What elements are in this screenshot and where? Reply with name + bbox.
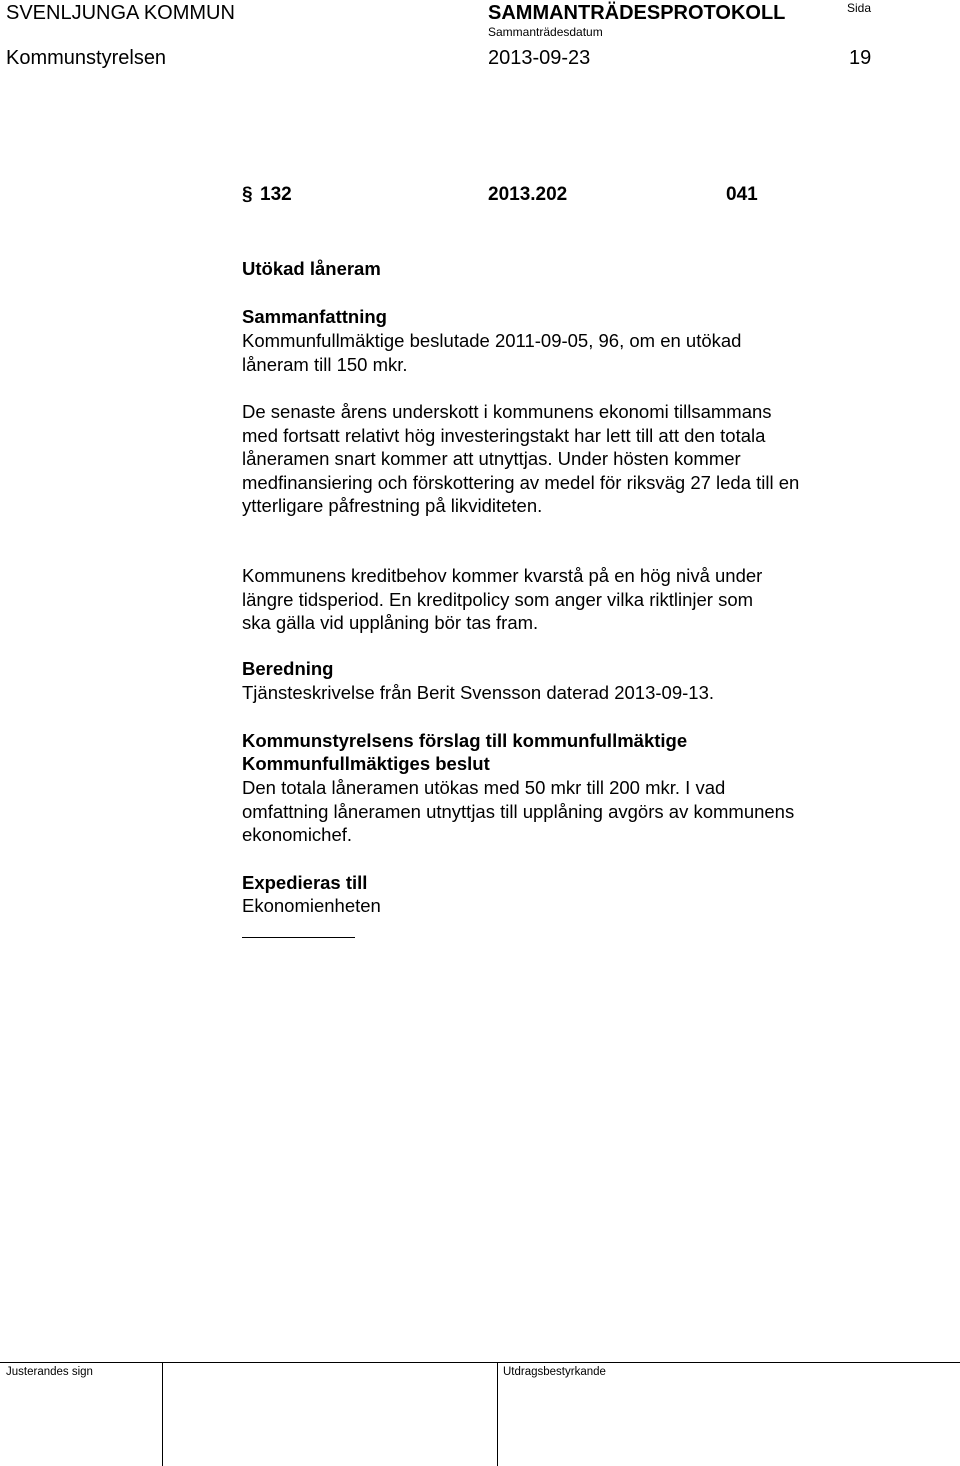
document-type: SAMMANTRÄDESPROTOKOLL (488, 2, 786, 24)
preparation-text: Tjänsteskrivelse från Berit Svensson daterad 2013-09-13. (242, 682, 715, 703)
end-of-item-rule (242, 937, 355, 938)
adjuster-signature-label: Justerandes sign (6, 1366, 93, 1378)
summary-paragraph-2: Kommunens kreditbehov kommer kvarstå på en hög nivå under längre tidsperiod. En kreditpolicy som anger vilka riktlinjer som ska gälla vid upplåning bör tas fram. (242, 565, 763, 633)
dispatch-recipient: Ekonomienheten (242, 895, 381, 916)
item-title: Utökad låneram (242, 258, 381, 279)
summary-text: Kommunfullmäktige beslutade 2011-09-05, 96, om en utökad låneram till 150 mkr. (242, 330, 742, 375)
dispatch-heading: Expedieras till (242, 872, 368, 893)
committee-name: Kommunstyrelsen (6, 47, 167, 69)
footer-divider-2 (497, 1363, 498, 1466)
decision-text: Den totala låneramen utökas med 50 mkr till 200 mkr. I vad omfattning låneramen utnyttjas till upplåning avgörs av kommunens ekonomichef. (242, 777, 795, 845)
summary-paragraph-1: De senaste årens underskott i kommunens ekonomi tillsammans med fortsatt relativt hög investeringstakt har lett till att den totala låneramen snart kommer att utnyttjas. Under hösten kommer medfinansiering och förskottering av medel för riksväg 27 leda till en ytterligare påfrestning på likviditeten. (242, 401, 800, 516)
preparation-heading: Beredning (242, 658, 334, 679)
meeting-date: 2013-09-23 (488, 47, 591, 69)
paragraph-number: 132 (260, 184, 292, 205)
municipality-name: SVENLJUNGA KOMMUN (6, 2, 235, 24)
page-number: 19 (849, 47, 872, 69)
extract-certification-label: Utdragsbestyrkande (503, 1366, 606, 1378)
summary-heading: Sammanfattning (242, 306, 387, 327)
paragraph-sign: § (242, 184, 253, 205)
case-number: 2013.202 (488, 184, 568, 205)
meeting-date-caption: Sammanträdesdatum (488, 25, 603, 39)
footer-divider-1 (162, 1363, 163, 1466)
signature-footer (0, 1362, 960, 1465)
classification-code: 041 (726, 184, 758, 205)
proposal-heading: Kommunstyrelsens förslag till kommunfullmäktige (242, 730, 688, 751)
decision-heading: Kommunfullmäktiges beslut (242, 753, 490, 774)
page-label: Sida (847, 1, 872, 15)
